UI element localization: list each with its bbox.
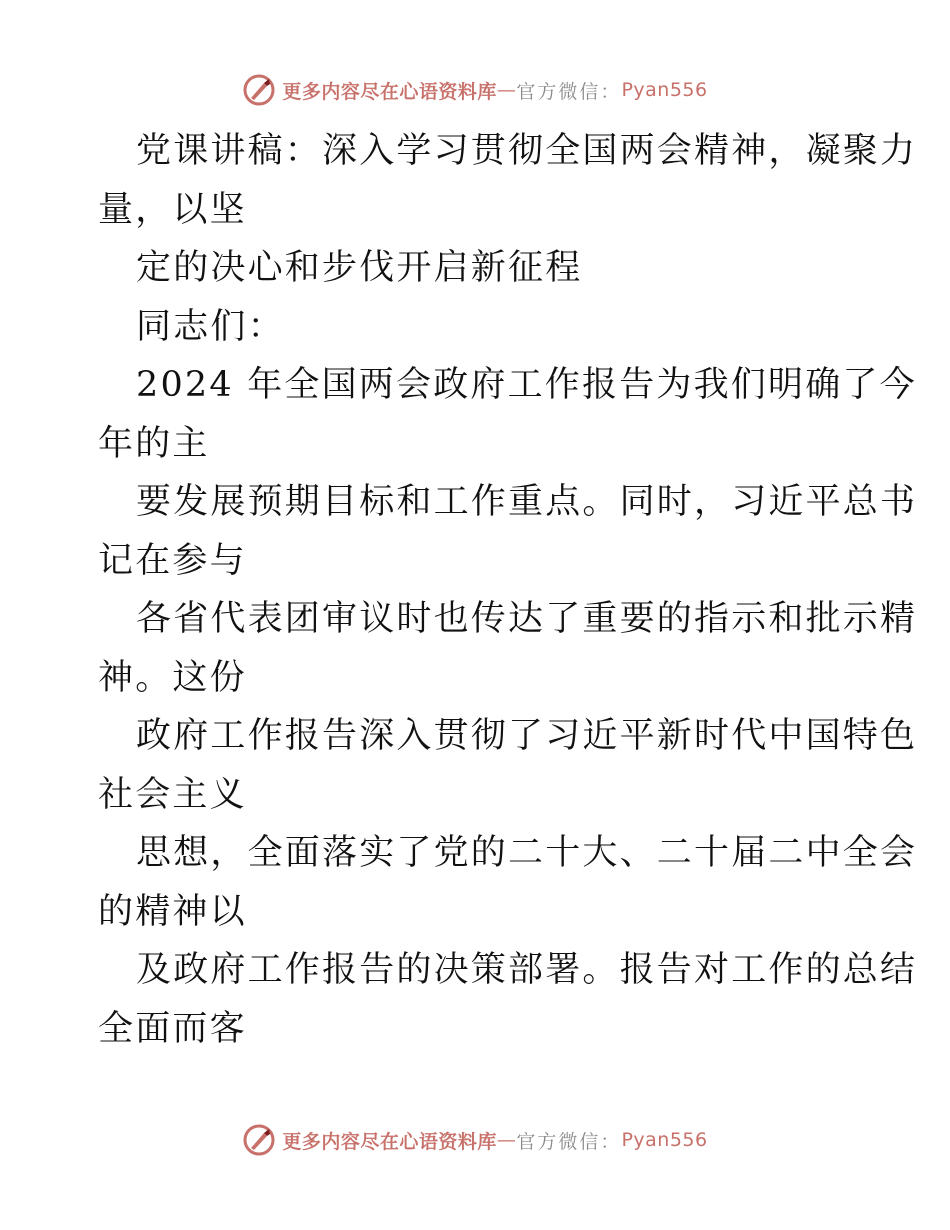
watermark-brand: 更多内容尽在心语资料库 bbox=[282, 1130, 497, 1153]
header-watermark bbox=[0, 70, 950, 110]
body-line: 记在参与 bbox=[98, 540, 247, 581]
watermark-separator: — bbox=[496, 1129, 517, 1151]
watermark-official: 官方微信： bbox=[516, 80, 622, 103]
title-line-3: 定的决心和步伐开启新征程 bbox=[136, 248, 583, 288]
body-line: 政府工作报告深入贯彻了习近平新时代中国特色 bbox=[136, 716, 918, 756]
salutation: 同志们： bbox=[136, 306, 285, 347]
document-body bbox=[98, 122, 918, 1058]
body-line: 各省代表团审议时也传达了重要的指示和批示精 bbox=[136, 599, 918, 639]
pen-logo-icon bbox=[242, 1123, 276, 1157]
watermark-wechat-id: Pyan556 bbox=[621, 1129, 708, 1151]
watermark-official: 官方微信： bbox=[516, 1130, 622, 1153]
watermark-separator: — bbox=[496, 79, 517, 101]
body-line: 全面而客 bbox=[98, 1008, 247, 1049]
pen-logo-icon bbox=[242, 73, 276, 107]
body-line: 社会主义 bbox=[98, 774, 247, 815]
body-line: 神。这份 bbox=[98, 657, 247, 698]
title-line-1: 党课讲稿：深入学习贯彻全国两会精神，凝聚力 bbox=[136, 131, 918, 171]
watermark-wechat-id: Pyan556 bbox=[621, 79, 708, 101]
title-line-2: 量，以坚 bbox=[98, 189, 247, 230]
watermark-brand: 更多内容尽在心语资料库 bbox=[282, 80, 497, 103]
body-line: 的精神以 bbox=[98, 891, 247, 932]
body-line: 思想，全面落实了党的二十大、二十届二中全会 bbox=[136, 833, 918, 873]
body-line: 及政府工作报告的决策部署。报告对工作的总结 bbox=[136, 950, 918, 990]
footer-watermark bbox=[0, 1120, 950, 1160]
body-line: 2024 年全国两会政府工作报告为我们明确了今 bbox=[136, 365, 917, 405]
body-line: 要发展预期目标和工作重点。同时，习近平总书 bbox=[136, 482, 918, 522]
body-line: 年的主 bbox=[98, 423, 210, 464]
